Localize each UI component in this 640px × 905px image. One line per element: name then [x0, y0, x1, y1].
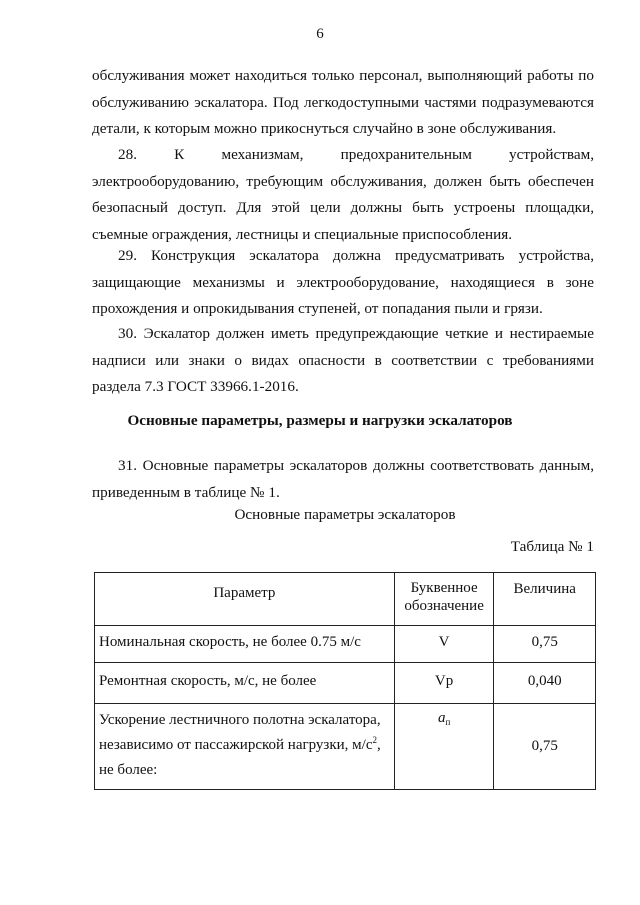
row-symbol: V — [394, 626, 494, 663]
table-row — [95, 704, 596, 790]
row-param-text-end: , не более: — [99, 737, 381, 778]
row-symbol — [394, 704, 494, 790]
row-param-text: Ускорение лестничного полотна эскалатора, независимо от пассажирской нагрузки, м/с — [99, 712, 381, 753]
paragraph-31: 31. Основные параметры эскалаторов должны соответствовать данным, приведенным в таблице № 1. — [92, 457, 594, 501]
row-param — [95, 704, 395, 790]
table-number-label: Таблица № 1 — [510, 538, 594, 555]
row-value: 0,040 — [494, 663, 596, 704]
row-param: Номинальная скорость, не более 0.75 м/с — [95, 626, 395, 663]
symbol-subscript: п — [445, 717, 451, 727]
symbol-main: a — [437, 710, 446, 726]
header-symbol: Буквенное обозначение — [394, 573, 494, 626]
paragraph-30: 30. Эскалатор должен иметь предупреждающие четкие и нестираемые надписи или знаки о видах опасности в соответствии с требованиями раздела 7.3 ГОСТ 33966.1-2016. — [92, 325, 594, 396]
table-header-row — [95, 573, 596, 626]
row-value: 0,75 — [494, 704, 596, 790]
row-param-superscript: 2 — [372, 735, 377, 745]
row-param: Ремонтная скорость, м/с, не более — [95, 663, 395, 704]
table-title: Основные параметры эскалаторов — [234, 506, 456, 523]
table-row — [95, 663, 596, 704]
paragraph-continuation: обслуживания может находиться только персонал, выполняющий работы по обслуживанию эскалатора. Под легкодоступными частями подразумеваются детали, к которым можно прикоснуться случайно в зоне обслуживания. — [92, 67, 594, 138]
paragraph-29: 29. Конструкция эскалатора должна предусматривать устройства, защищающие механизмы и электрооборудование, находящиеся в зоне прохождения и опрокидывания ступеней, от попадания пыли и грязи. — [92, 247, 594, 318]
table-row — [95, 626, 596, 663]
header-value: Величина — [494, 573, 596, 626]
row-value: 0,75 — [494, 626, 596, 663]
row-symbol: Vp — [394, 663, 494, 704]
subsection-title: Основные параметры, размеры и нагрузки эскалаторов — [127, 412, 513, 429]
paragraph-28: 28. К механизмам, предохранительным устройствам, электрооборудованию, требующим обслуживания, должен быть обеспечен безопасный доступ. Для этой цели должны быть устроены площадки, съемные ограждения, лестницы и специальные приспособления. — [92, 146, 594, 243]
parameters-table — [94, 572, 596, 790]
page-number: 6 — [316, 26, 324, 42]
header-param: Параметр — [95, 573, 395, 626]
